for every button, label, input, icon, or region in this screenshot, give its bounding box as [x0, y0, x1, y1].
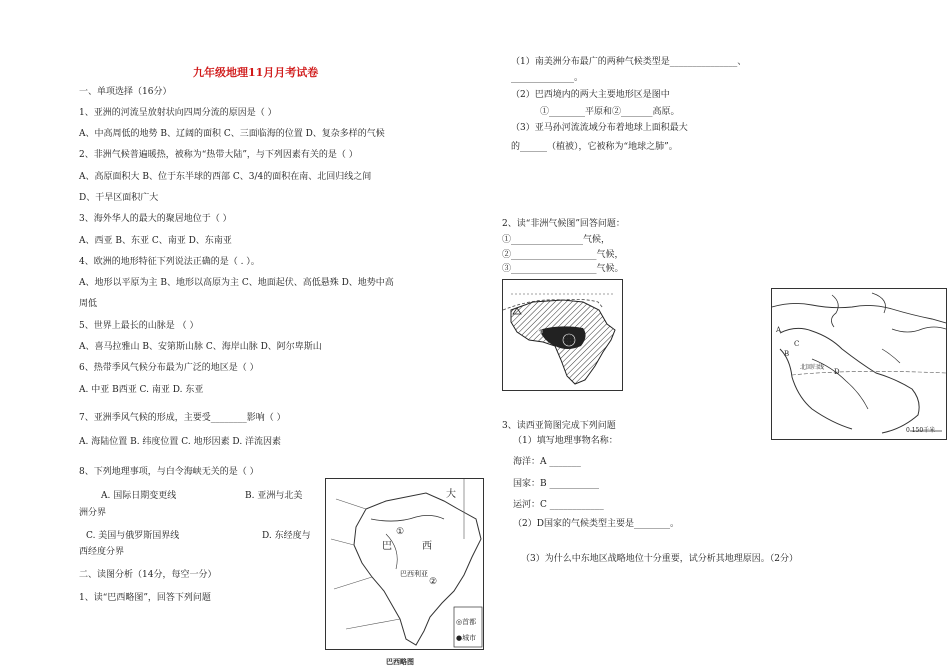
- section-1-heading: 一、单项选择（16分）: [79, 87, 172, 97]
- reading-3-q2: （2）D国家的气候类型主要是________。: [513, 519, 679, 529]
- west-asia-label-b: B: [784, 350, 790, 358]
- question-1-options: A、中高周低的地势 B、辽阔的面积 C、三面临海的位置 D、复杂多样的气候: [79, 129, 385, 139]
- question-6-options: A. 中亚 B西亚 C. 南亚 D. 东亚: [79, 385, 204, 395]
- reading-1-q3: （3）亚马孙河流流域分布着地球上面积最大: [511, 123, 688, 133]
- question-4-options: A、地形以平原为主 B、地形以高原为主 C、地面起伏、高低悬殊 D、地势中高: [79, 278, 394, 288]
- reading-2-blank-1: ①________________气候，: [502, 235, 611, 245]
- question-4-options-cont: 周低: [79, 299, 98, 309]
- question-4: 4、欧洲的地形特征下列说法正确的是（ . ）。: [79, 257, 260, 267]
- africa-climate-map: [502, 279, 623, 391]
- question-6: 6、热带季风气候分布最为广泛的地区是（ ）: [79, 363, 259, 373]
- reading-1-prompt: 1、读“巴西略图”，回答下列问题: [79, 593, 211, 603]
- reading-1-q1-cont: ______________。: [511, 73, 584, 83]
- west-asia-map: [771, 288, 947, 440]
- reading-1-q2-cont: ①________平原和②_______高原。: [540, 107, 680, 117]
- question-3-options: A、西亚 B、东亚 C、南亚 D、东南亚: [79, 236, 232, 246]
- brazil-label-capital: 巴西利亚: [400, 570, 428, 578]
- africa-label-1: ①: [565, 336, 572, 344]
- question-8-option-d: D. 东经度与: [262, 531, 311, 541]
- question-8-option-a: A. 国际日期变更线: [101, 491, 177, 501]
- reading-3-q1: （1）填写地理事物名称：: [513, 436, 618, 446]
- question-2: 2、非洲气候普遍暖热，被称为“热带大陆”，与下列因素有关的是（ ）: [79, 150, 358, 160]
- reading-3-prompt: 3、读西亚简图完成下列问题: [502, 421, 616, 431]
- reading-2-prompt: 2、读“非洲气候图”回答问题：: [502, 219, 625, 229]
- scale-bar-label: 0 150千米: [906, 427, 936, 434]
- question-7-options: A. 海陆位置 B. 纬度位置 C. 地形因素 D. 洋流因素: [79, 437, 282, 447]
- question-8-option-b-cont: 洲分界: [79, 508, 107, 518]
- tropic-of-cancer-label: 北回归线: [800, 364, 825, 371]
- legend-city: ●城市: [456, 634, 477, 642]
- question-8-option-b: B. 亚洲与北美: [245, 491, 303, 501]
- legend-capital: ◎首都: [456, 618, 477, 626]
- brazil-label-1: ①: [396, 527, 405, 537]
- brazil-label-xi: 西: [422, 541, 432, 552]
- africa-label-3: ③: [537, 328, 544, 336]
- africa-map-drawing: [503, 280, 622, 390]
- reading-1-q1: （1）南美洲分布最广的两种气候类型是_______________、: [511, 57, 747, 67]
- question-5-options: A、喜马拉雅山 B、安第斯山脉 C、海岸山脉 D、阿尔卑斯山: [79, 342, 322, 352]
- brazil-map: [325, 478, 484, 650]
- brazil-label-da: 大: [446, 489, 456, 500]
- question-2-options: A、高原面积大 B、位于东半球的西部 C、3/4的面积在南、北回归线之间: [79, 172, 372, 182]
- brazil-map-caption: 巴西略图: [386, 657, 414, 666]
- question-8-option-d-cont: 西经度分界: [79, 547, 125, 557]
- reading-3-q3: （3）为什么中东地区战略地位十分重要，试分析其地理原因。（2分）: [521, 554, 798, 564]
- section-2-heading: 二、读图分析（14分，每空一分）: [79, 570, 217, 580]
- reading-1-q3-cont: 的______（植被），它被称为“地球之肺”。: [511, 142, 678, 152]
- reading-1-q2: （2）巴西境内的两大主要地形区是图中: [511, 90, 670, 100]
- page-title: 九年级地理11月月考试卷: [193, 66, 319, 79]
- brazil-label-2: ②: [429, 577, 438, 587]
- west-asia-map-drawing: [772, 289, 946, 439]
- reading-2-blank-3: ③___________________气候。: [502, 264, 624, 274]
- question-1: 1、亚洲的河流呈放射状向四周分流的原因是（ ）: [79, 108, 277, 118]
- question-2-option-d: D、干旱区面积广大: [79, 193, 159, 203]
- question-8: 8、下列地理事项，与白令海峡无关的是（ ）: [79, 467, 259, 477]
- reading-3-ocean-blank: 海洋：A _______: [513, 457, 581, 467]
- west-asia-label-c: C: [794, 340, 800, 348]
- west-asia-label-a: A: [776, 326, 782, 334]
- west-asia-label-d: D: [834, 368, 840, 376]
- reading-2-blank-2: ②___________________气候，: [502, 250, 624, 260]
- question-3: 3、海外华人的最大的聚居地位于（ ）: [79, 214, 232, 224]
- reading-3-canal-blank: 运河：C ____________: [513, 500, 604, 510]
- brazil-label-ba: 巴: [382, 541, 392, 552]
- question-7: 7、亚洲季风气候的形成，主要受________影响（ ）: [79, 413, 286, 423]
- reading-3-country-blank: 国家：B ___________: [513, 479, 599, 489]
- question-5: 5、世界上最长的山脉是 （ ）: [79, 321, 199, 331]
- question-8-option-c: C. 美国与俄罗斯国界线: [86, 531, 180, 541]
